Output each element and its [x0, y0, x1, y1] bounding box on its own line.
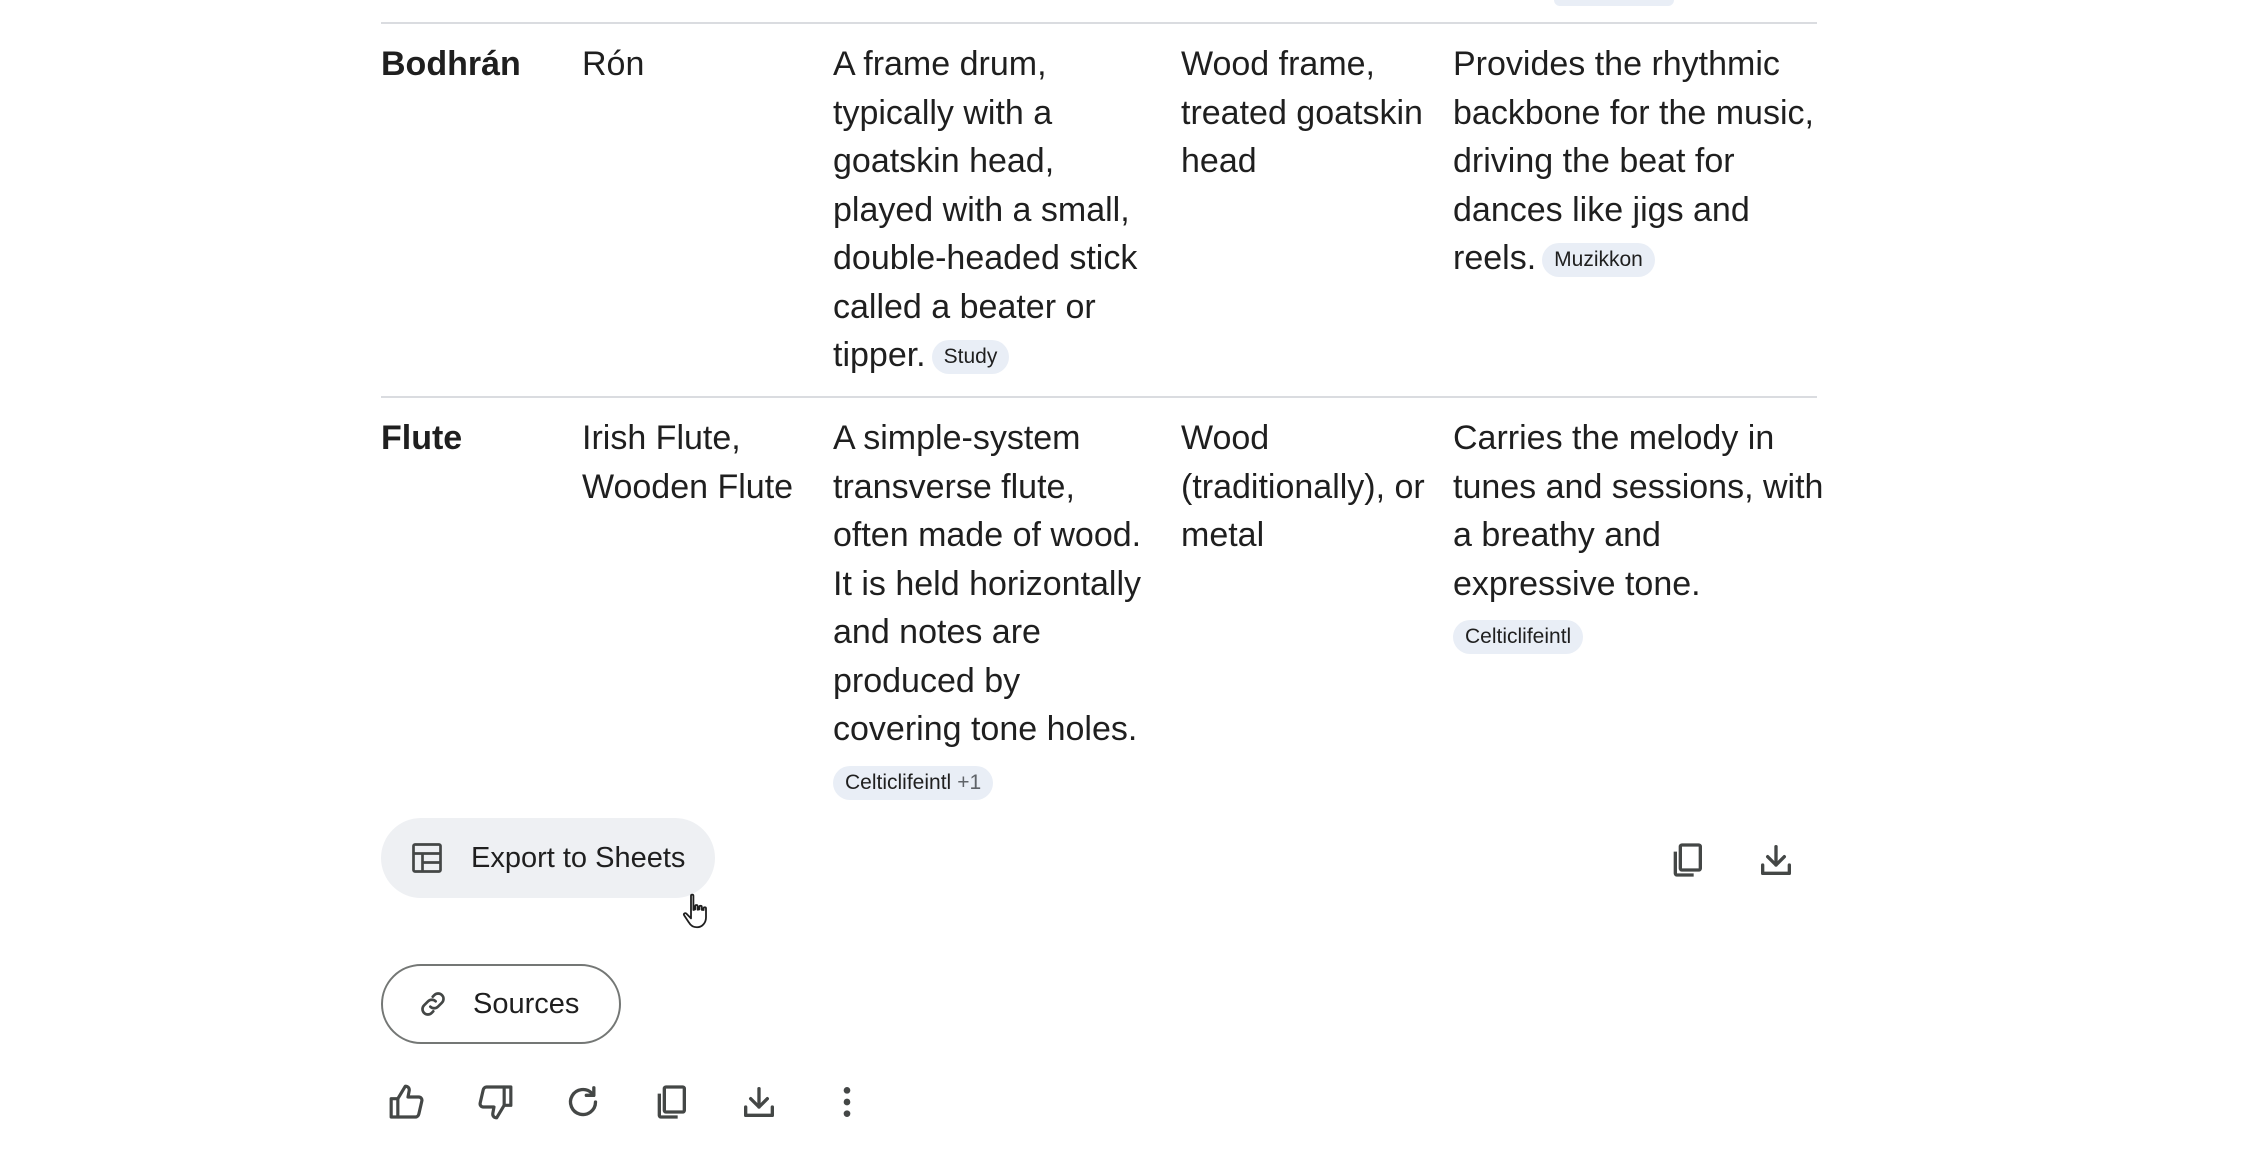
- materials-cell: Wood frame, treated goatskin head: [1181, 45, 1423, 180]
- more-options-button[interactable]: [821, 1076, 873, 1128]
- export-to-sheets-button[interactable]: [381, 818, 715, 898]
- copy-response-button[interactable]: [645, 1076, 697, 1128]
- source-chip[interactable]: Celticlifeintl: [1453, 620, 1583, 654]
- aka-cell: Irish Flute, Wooden Flute: [582, 419, 794, 506]
- response-actions-bar: [381, 1076, 881, 1132]
- source-chip-more: +1: [957, 770, 982, 794]
- source-chip-label: Celticlifeintl: [845, 770, 952, 794]
- copy-icon: [1667, 840, 1707, 880]
- source-chip[interactable]: Study: [932, 340, 1010, 374]
- export-label: Export to Sheets: [471, 841, 686, 874]
- materials-cell: Wood (traditionally), or metal: [1181, 419, 1425, 554]
- description-cell: [833, 40, 1153, 380]
- role-cell: [1453, 40, 1825, 283]
- good-response-button[interactable]: [381, 1076, 433, 1128]
- source-chip[interactable]: Muzikkon: [1542, 243, 1655, 277]
- more-vert-icon: [827, 1082, 867, 1122]
- refresh-icon: [563, 1082, 603, 1122]
- download-icon: [1756, 840, 1796, 880]
- role-text: Carries the melody in tunes and sessions, with a breathy and expressive tone.: [1453, 419, 1824, 603]
- copy-icon: [651, 1082, 691, 1122]
- thumbs-down-icon: [475, 1082, 515, 1122]
- thumbs-up-icon: [387, 1082, 427, 1122]
- copy-table-button[interactable]: [1661, 834, 1713, 886]
- sources-button[interactable]: [381, 964, 621, 1044]
- table-row: [381, 398, 1824, 818]
- regenerate-button[interactable]: [557, 1076, 609, 1128]
- source-chip[interactable]: [833, 766, 993, 800]
- description-text: A frame drum, typically with a goatskin head, played with a small, double-headed stick called a beater or tipper.: [833, 45, 1138, 374]
- description-text: A simple-system transverse flute, often made of wood. It is held horizontally and notes are produced by covering tone holes.: [833, 419, 1142, 748]
- instrument-cell: Bodhrán: [381, 45, 521, 83]
- instrument-cell: Flute: [381, 419, 463, 457]
- source-chip-partial[interactable]: [1554, 0, 1674, 6]
- role-cell: [1453, 414, 1825, 657]
- sources-label: Sources: [473, 987, 580, 1020]
- download-icon: [739, 1082, 779, 1122]
- role-text: Provides the rhythmic backbone for the music, driving the beat for dances like jigs and reels.: [1453, 45, 1814, 277]
- bad-response-button[interactable]: [469, 1076, 521, 1128]
- table-icon: [409, 840, 445, 876]
- table-row: [381, 24, 1817, 398]
- description-cell: [833, 414, 1153, 802]
- download-response-button[interactable]: [733, 1076, 785, 1128]
- aka-cell: Rón: [582, 45, 645, 83]
- hand-pointer-cursor-icon: [679, 892, 715, 934]
- link-icon: [417, 988, 449, 1020]
- download-table-button[interactable]: [1750, 834, 1802, 886]
